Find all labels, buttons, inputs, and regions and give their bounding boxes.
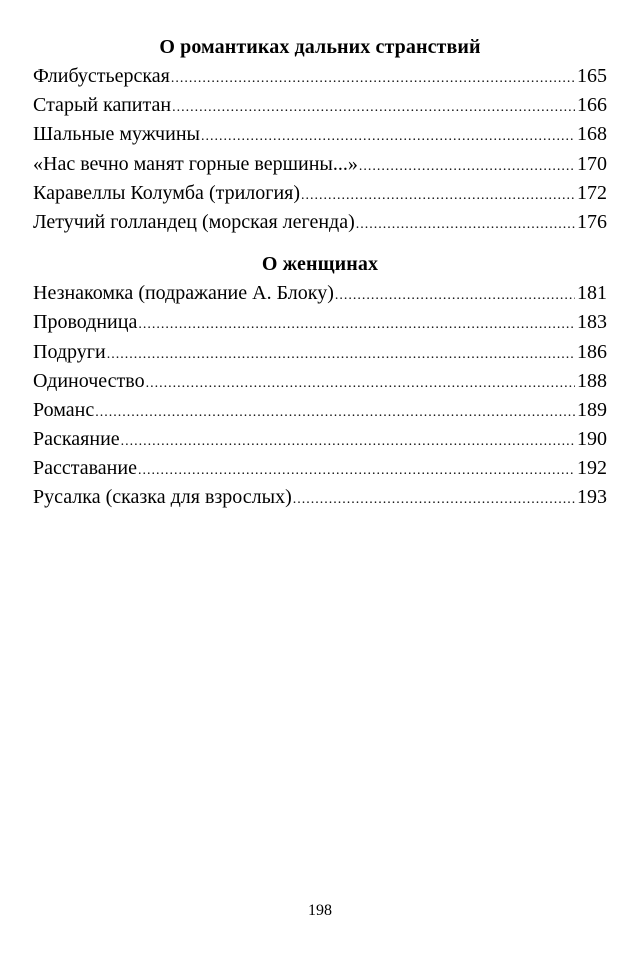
- table-of-contents: [33, 34, 607, 513]
- page-number: 198: [308, 902, 332, 919]
- toc-entry-title: Проводница: [33, 311, 138, 334]
- dot-leader: [335, 281, 575, 310]
- dot-leader: [293, 485, 575, 514]
- toc-entry: [33, 179, 607, 208]
- toc-entry: [33, 396, 607, 425]
- toc-entry-page: 170: [577, 152, 607, 175]
- toc-entry-page: 188: [577, 369, 607, 392]
- toc-list: [33, 279, 607, 513]
- toc-entry-title: Романс: [33, 398, 95, 421]
- toc-entry-title: Старый капитан: [33, 94, 172, 117]
- toc-entry-title: Русалка (сказка для взрослых): [33, 486, 292, 509]
- toc-entry-title: Шальные мужчины: [33, 123, 200, 146]
- dot-leader: [359, 152, 575, 181]
- toc-entry-title: Расставание: [33, 457, 137, 480]
- toc-entry-page: 192: [577, 457, 607, 480]
- dot-leader: [301, 181, 575, 210]
- toc-section-romantics: [33, 34, 607, 237]
- toc-entry-page: 190: [577, 428, 607, 451]
- toc-entry-title: Незнакомка (подражание А. Блоку): [33, 282, 334, 305]
- dot-leader: [171, 64, 575, 93]
- toc-entry-page: 166: [577, 94, 607, 117]
- toc-entry-page: 168: [577, 123, 607, 146]
- toc-section-women: [33, 251, 607, 513]
- toc-entry-page: 189: [577, 398, 607, 421]
- toc-entry: [33, 62, 607, 91]
- toc-entry-page: 181: [577, 282, 607, 305]
- dot-leader: [138, 310, 575, 339]
- dot-leader: [107, 340, 575, 369]
- toc-entry: [33, 367, 607, 396]
- toc-entry: [33, 454, 607, 483]
- toc-entry-page: 172: [577, 181, 607, 204]
- toc-entry: [33, 425, 607, 454]
- dot-leader: [121, 427, 575, 456]
- toc-entry-page: 176: [577, 210, 607, 233]
- toc-entry-title: «Нас вечно манят горные вершины...»: [33, 152, 358, 175]
- toc-entry: [33, 279, 607, 308]
- toc-entry: [33, 120, 607, 149]
- toc-entry: [33, 91, 607, 120]
- toc-entry-title: Каравеллы Колумба (трилогия): [33, 181, 301, 204]
- toc-entry: [33, 483, 607, 512]
- dot-leader: [201, 122, 575, 151]
- dot-leader: [138, 456, 575, 485]
- toc-list: [33, 62, 607, 237]
- toc-entry-title: Подруги: [33, 340, 106, 363]
- toc-entry: [33, 208, 607, 237]
- dot-leader: [95, 398, 575, 427]
- toc-entry-page: 193: [577, 486, 607, 509]
- toc-entry-page: 183: [577, 311, 607, 334]
- dot-leader: [146, 369, 575, 398]
- toc-entry-title: Одиночество: [33, 369, 145, 392]
- toc-entry-page: 165: [577, 65, 607, 87]
- toc-entry: [33, 338, 607, 367]
- toc-entry: [33, 308, 607, 337]
- toc-entry: [33, 150, 607, 179]
- toc-entry-title: Флибустьерская: [33, 65, 170, 87]
- dot-leader: [356, 210, 575, 239]
- toc-entry-title: Летучий голландец (морская легенда): [33, 210, 355, 233]
- section-heading: О романтиках дальних странствий: [159, 36, 481, 58]
- toc-entry-page: 186: [577, 340, 607, 363]
- section-heading: О женщинах: [261, 253, 379, 276]
- dot-leader: [172, 93, 575, 122]
- toc-entry-title: Раскаяние: [33, 428, 120, 451]
